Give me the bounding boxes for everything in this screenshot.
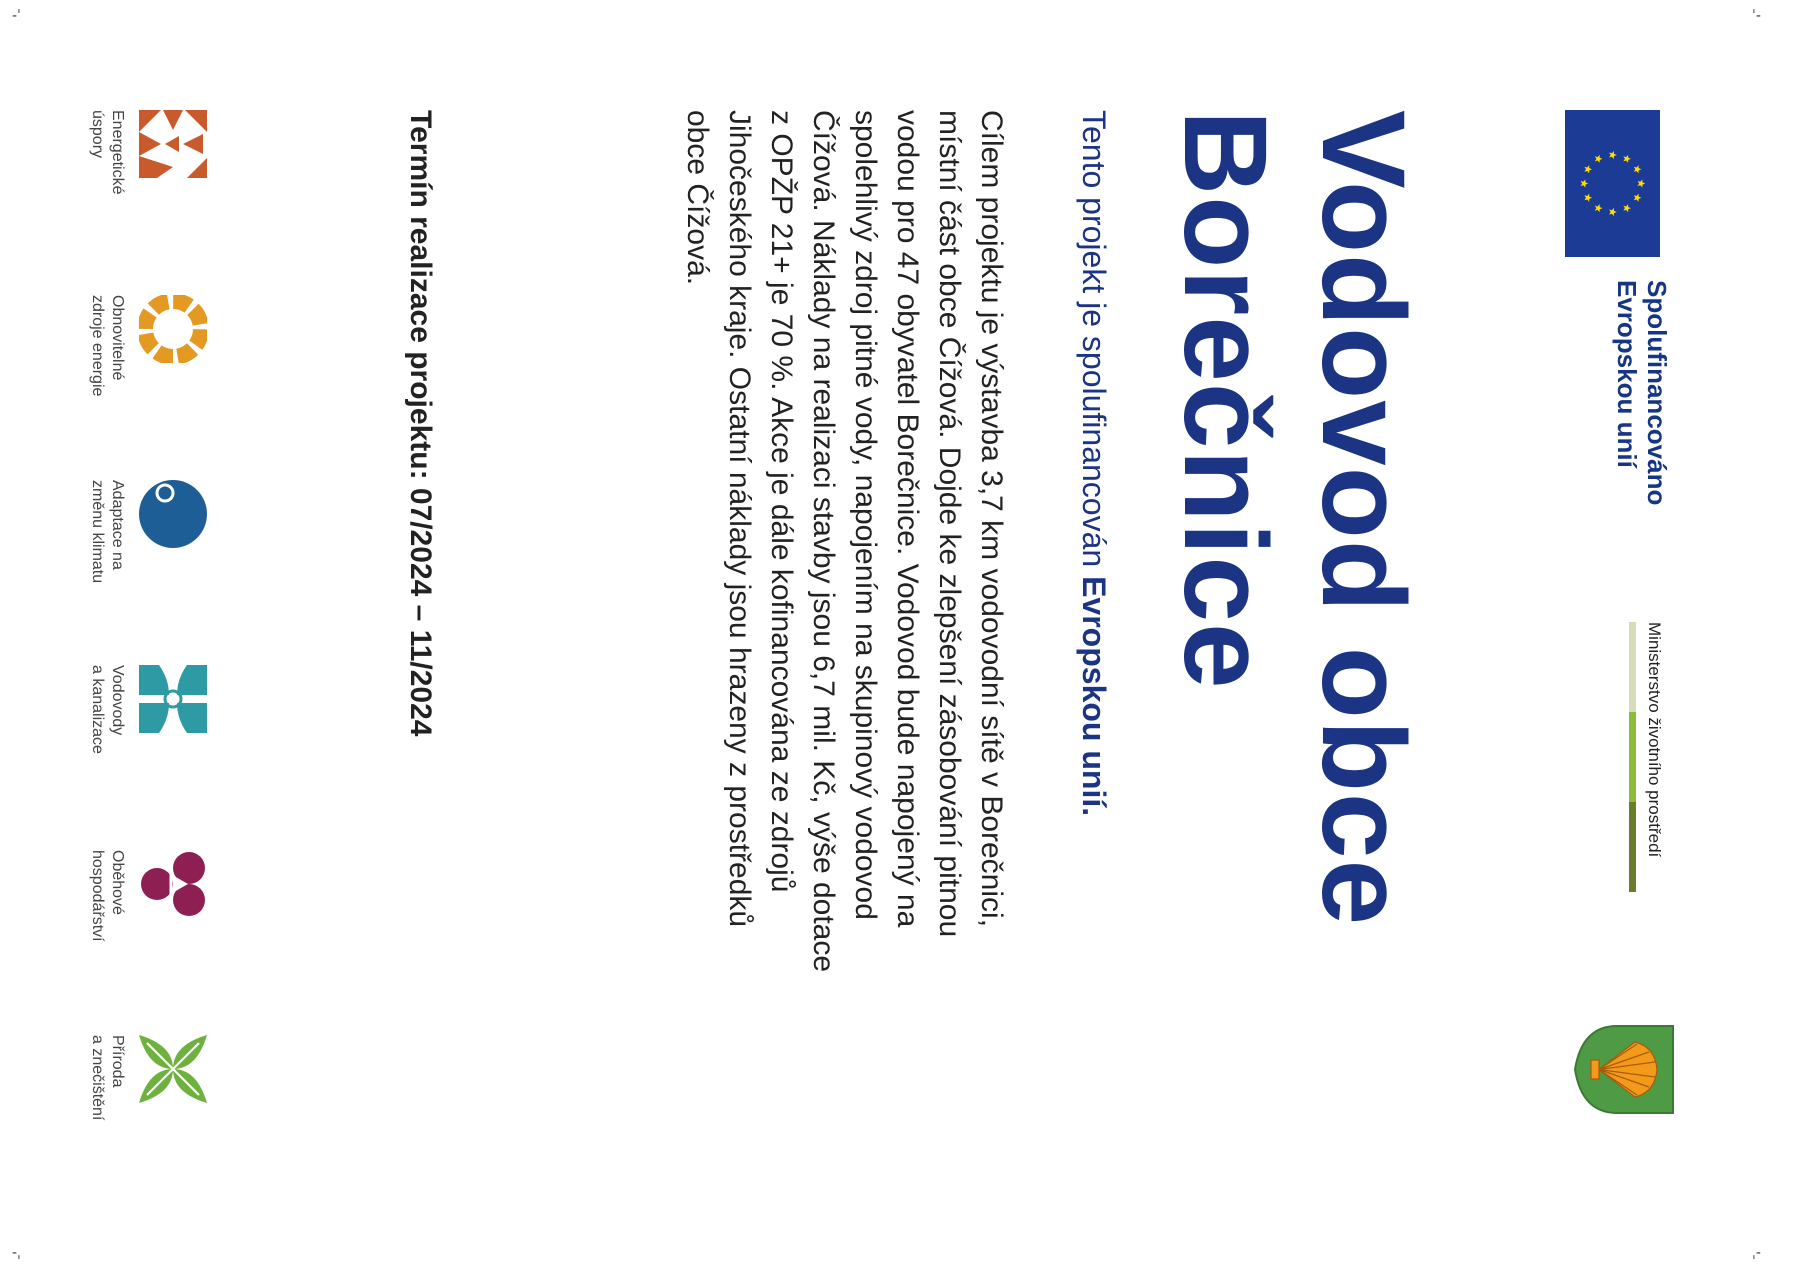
- theme-label: Oběhové: [109, 850, 126, 915]
- ministry-bar: [1629, 712, 1636, 802]
- page-title: [1156, 110, 1432, 926]
- eu-flag-icon: [1565, 110, 1660, 257]
- theme-climate-adaptation: [87, 480, 207, 650]
- theme-icons: [47, 110, 207, 1210]
- body-line: spolehlivý zdroj pitné vody, napojením na skupinový vodovod: [849, 110, 882, 920]
- body-line: z OPŽP 21+ je 70 %. Akce je dále kofinancována ze zdrojů: [765, 110, 798, 893]
- water-sewage-icon: [139, 665, 207, 733]
- theme-label: a kanalizace: [89, 665, 106, 754]
- theme-label: změnu klimatu: [89, 480, 106, 584]
- coat-of-arms-icon: [1572, 1022, 1677, 1117]
- project-description: [676, 110, 1012, 1010]
- title-line1: Vodovod obce: [1297, 110, 1429, 927]
- crop-mark: -ˈ: [12, 8, 21, 24]
- theme-label: Energetické: [109, 110, 126, 195]
- body-line: obce Čížová.: [681, 110, 714, 286]
- theme-label: zdroje energie: [89, 295, 106, 397]
- theme-label: Příroda: [109, 1035, 126, 1088]
- body-line: vodou pro 47 obyvatel Borečnice. Vodovod bude napojený na: [891, 110, 924, 928]
- subtitle: [1075, 110, 1112, 816]
- body-line: místní část obce Čížová. Dojde ke zlepšení zásobování pitnou: [933, 110, 966, 938]
- theme-label: Adaptace na: [109, 480, 126, 570]
- theme-label: Obnovitelné: [109, 295, 126, 381]
- title-line2: Borečnice: [1159, 110, 1291, 690]
- theme-water-sewage: [87, 665, 207, 835]
- crop-mark: ˈ-: [1752, 8, 1761, 24]
- theme-label: Vodovody: [109, 665, 126, 736]
- energy-savings-icon: [139, 110, 207, 178]
- theme-circular-economy: [87, 850, 207, 1020]
- ministry-bar: [1629, 622, 1636, 712]
- theme-energy-savings: [87, 110, 207, 280]
- body-line: Čížová. Náklady na realizaci stavby jsou 6,7 mil. Kč, výše dotace: [807, 110, 840, 973]
- theme-renewable-energy: [87, 295, 207, 465]
- crop-mark: -ˌ: [12, 1245, 21, 1261]
- subtitle-bold: Evropskou unií.: [1076, 576, 1112, 817]
- eu-line2: Evropskou unií: [1612, 280, 1642, 468]
- body-line: Jihočeského kraje. Ostatní náklady jsou hrazeny z prostředků: [723, 110, 756, 928]
- eu-line1: Spolufinancováno: [1642, 280, 1672, 506]
- renewable-energy-icon: [139, 295, 207, 363]
- subtitle-prefix: Tento projekt je spolufinancován: [1076, 110, 1112, 577]
- theme-nature-pollution: [87, 1035, 207, 1205]
- circular-economy-icon: [139, 850, 207, 918]
- nature-pollution-icon: [139, 1035, 207, 1103]
- theme-label: a znečištění: [89, 1035, 106, 1121]
- crop-mark: ˌ-: [1752, 1245, 1761, 1261]
- theme-label: úspory: [89, 110, 106, 159]
- theme-label: hospodářství: [89, 850, 106, 942]
- ministry-bar: [1629, 802, 1636, 892]
- eu-cofinancing-text: [1612, 280, 1672, 510]
- ministry-name: Ministerstvo životního prostředí: [1645, 622, 1664, 858]
- ministry-color-bars: [1629, 622, 1636, 912]
- ministry-logo: [1629, 622, 1664, 912]
- climate-adaptation-icon: [139, 480, 207, 548]
- body-line: Cílem projektu je výstavba 3,7 km vodovodní sítě v Borečnici,: [975, 110, 1008, 928]
- project-term: Termín realizace projektu: 07/2024 – 11/2024: [404, 110, 437, 737]
